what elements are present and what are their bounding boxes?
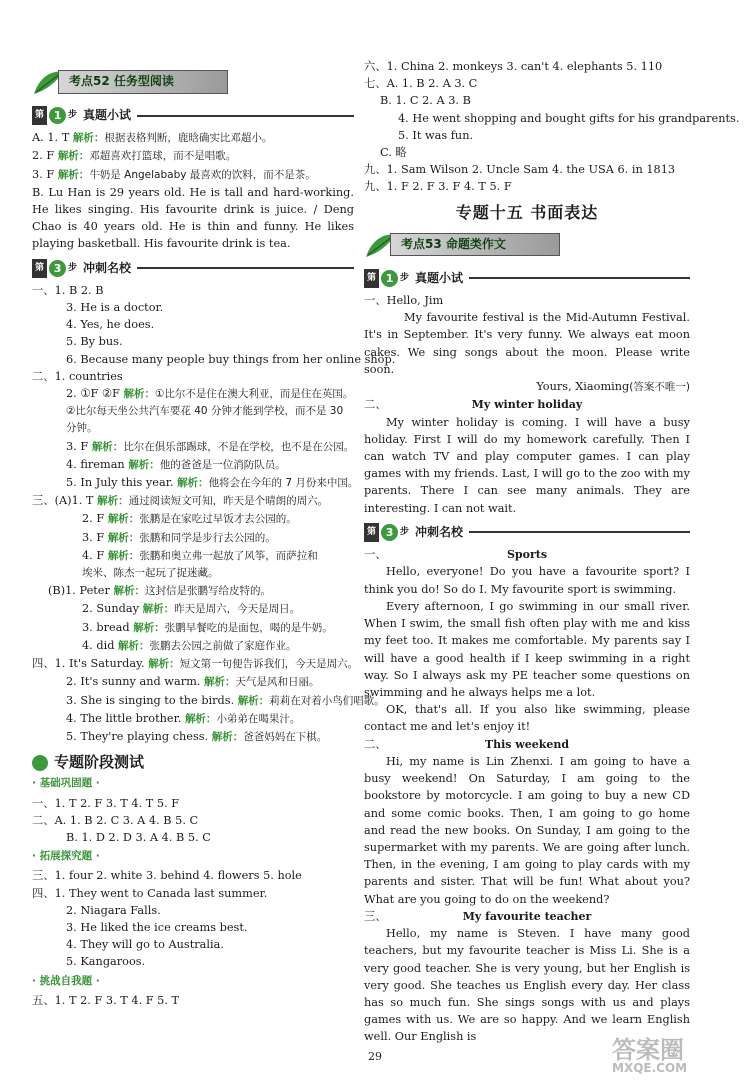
essay-body: Every afternoon, I go swimming in our small river. When I swim, the small fish often play with me and kiss my feet too. It makes me comfortable. My parents say I will have a good health if I keep swimming in a right way. So I always ask my PE teacher some questions on swimming and he always helps me a lot. <box>364 599 690 699</box>
answer-line: 4. He went shopping and bought gifts for his grandparents. <box>398 111 740 125</box>
answer-line: 二、1. countries <box>32 369 123 383</box>
essay-signature: Yours, Xiaoming(答案不唯一) <box>536 380 690 394</box>
answer-line: B. 1. C 2. A 3. B <box>380 94 471 108</box>
answer-line: 六、1. China 2. monkeys 3. can't 4. elephants 5. 110 <box>364 60 663 73</box>
answer-line: 2. It's sunny and warm. 解析：天气是风和日丽。 <box>66 675 320 689</box>
answer-line: 一、1. T 2. F 3. T 4. T 5. F <box>32 796 180 810</box>
answer-line: 2. Niagara Falls. <box>66 903 161 917</box>
subsection-label: · 拓展探究题 · <box>32 850 100 863</box>
subsection-label: · 挑战自我题 · <box>32 974 100 987</box>
step-1-header: 第 1 步 真题小试 <box>32 106 354 125</box>
essay-title: My favourite teacher <box>462 909 592 923</box>
essay-greeting: 一、Hello, Jim <box>364 294 444 308</box>
essay-number: 二、 <box>364 737 387 751</box>
answer-line: 5. Kangaroos. <box>66 955 146 969</box>
answer-line: 4. fireman 解析：他的爸爸是一位消防队员。 <box>66 457 286 471</box>
subsection-label: · 基础巩固题 · <box>32 777 100 790</box>
step-number: 1 <box>381 270 398 287</box>
essay-title: Sports <box>506 548 548 562</box>
essay-body: My favourite festival is the Mid-Autumn Festival. It's in September. It's very funny. We always eat moon cakes. We sing songs about the moon. Please write soon. <box>364 311 690 376</box>
step-title: 冲刺名校 <box>83 260 132 275</box>
phase-test-heading: 专题阶段测试 <box>32 754 354 771</box>
answer-line: 3. F 解析：牛奶是 Angelababy 最喜欢的饮料，而不是茶。 <box>32 167 316 181</box>
essay-number: 一、 <box>364 548 387 562</box>
answer-line: 6. Because many people buy things from her online shop. <box>66 352 396 366</box>
answer-line: 三、(A)1. T 解析：通过阅读短文可知，昨天是个晴朗的周六。 <box>32 494 329 508</box>
essay-title: My winter holiday <box>471 398 583 412</box>
essay-title: This weekend <box>484 737 570 751</box>
answer-line: 3. F 解析：比尔在俱乐部踢球，不是在学校，也不是在公园。 <box>66 439 355 453</box>
answer-line: 3. He is a doctor. <box>66 301 164 315</box>
topic-title: 专题十五 书面表达 <box>455 202 599 222</box>
answer-note: ②比尔每天坐公共汽车要花 40 分钟才能到学校，而不是 30 分钟。 <box>66 405 344 435</box>
answer-line: 3. He liked the ice creams best. <box>66 920 248 934</box>
right-column <box>364 58 740 1046</box>
answer-line: 四、1. It's Saturday. 解析：短文第一句便告诉我们，今天是周六。 <box>32 657 359 671</box>
answer-note: 埃米、陈杰一起玩了捉迷藏。 <box>82 567 219 580</box>
step-number: 3 <box>49 260 66 277</box>
answer-line: 5. By bus. <box>66 335 123 349</box>
section-banner-52 <box>32 64 354 100</box>
answer-line: 三、1. four 2. white 3. behind 4. flowers 5. hole <box>32 869 302 883</box>
banner-title: 考点53 命题类作文 <box>390 233 560 256</box>
answer-line: 二、A. 1. B 2. C 3. A 4. B 5. C <box>32 813 199 827</box>
answer-line: 3. She is singing to the birds. 解析：莉莉在对着小鸟们唱歌。 <box>66 693 385 707</box>
answer-line: 2. Sunday 解析：昨天是周六，今天是周日。 <box>82 602 301 616</box>
step-number: 1 <box>49 107 66 124</box>
answer-line: 五、1. T 2. F 3. T 4. F 5. T <box>32 993 180 1007</box>
answer-line: 九、1. Sam Wilson 2. Uncle Sam 4. the USA 6. in 1813 <box>364 163 676 177</box>
answer-line: 4. F 解析：张鹏和奥立弗一起放了风筝，而萨拉和 <box>82 548 318 562</box>
answer-line: 2. F 解析：邓超喜欢打篮球，而不是唱歌。 <box>32 149 237 163</box>
answer-line: 4. They will go to Australia. <box>66 938 224 952</box>
answer-line: 4. Yes, he does. <box>66 318 155 332</box>
answer-line: 四、1. They went to Canada last summer. <box>32 886 268 900</box>
answer-line: C. 略 <box>380 146 407 160</box>
section-banner-53 <box>364 227 690 263</box>
essay-body: My winter holiday is coming. I will have a busy holiday. First I will do my homework carefully. Then I can watch TV and play computer games. I can play games with my friends. Last, I will go to the zoo with my parents. There I can see many animals. They are interesting. I can not wait. <box>364 415 690 515</box>
answer-line: B. 1. D 2. D 3. A 4. B 5. C <box>66 830 211 844</box>
bullet-icon <box>32 755 48 771</box>
answer-line: 2. ①F ②F 解析：①比尔不是住在澳大利亚，而是住在英国。 <box>66 387 354 401</box>
answer-line: 七、A. 1. B 2. A 3. C <box>364 77 478 91</box>
essay-number: 二、 <box>364 398 387 412</box>
essay-body: OK, that's all. If you also like swimming, please contact me and let's enjoy it! <box>364 703 690 734</box>
step-3-header: 第 3 步 冲刺名校 <box>364 523 690 542</box>
answer-line: 一、1. B 2. B <box>32 283 104 297</box>
answer-line: 5. They're playing chess. 解析：爸爸妈妈在下棋。 <box>66 729 328 743</box>
essay-body: Hello, my name is Steven. I have many good teachers, but my favourite teacher is Miss Li. She is a very good teacher. She is very young, but her English is very good. She teaches us English every day. Her class has so much fun. She sings songs with us and plays games with us. We are so happy. And we learn English well. Our English is <box>364 927 690 1044</box>
step-title: 真题小试 <box>83 108 132 122</box>
watermark-logo: 答案圈 MXQE.COM <box>612 1036 688 1075</box>
answer-line: 4. The little brother. 解析：小弟弟在喝果汁。 <box>66 711 301 725</box>
answer-line: A. 1. T 解析：根据表格判断，鹿晗确实比邓超小。 <box>32 131 273 145</box>
essay-body: Hello, everyone! Do you have a favourite sport? I think you do! So do I. My favourite sport is swimming. <box>364 565 690 596</box>
answer-line: 4. did 解析：张鹏去公园之前做了家庭作业。 <box>82 638 297 652</box>
step-title: 冲刺名校 <box>415 524 464 539</box>
step-title: 真题小试 <box>415 270 464 285</box>
step-1-header: 第 1 步 真题小试 <box>364 269 690 288</box>
essay-number: 三、 <box>364 909 387 923</box>
answer-line: 3. F 解析：张鹏和同学是步行去公园的。 <box>82 530 276 544</box>
answer-line: 2. F 解析：张鹏是在家吃过早饭才去公园的。 <box>82 512 297 526</box>
answer-paragraph: B. Lu Han is 29 years old. He is tall and hard-working. He likes singing. His favourite drink is juice. / Deng Chao is 40 years old. He is thin and funny. He likes playing basketball. His favourite drink is tea. <box>32 185 354 251</box>
essay-body: Hi, my name is Lin Zhenxi. I am going to have a busy weekend! On Saturday, I am going to the bookstore by motorcycle. I am going to buy a new CD and some comic books. Then, I am going to go home and read the new books. On Sunday, I am going to the supermarket with my parents. We are going after lunch. Then, in the evening, I am going to play cards with my parents and sister. That will be fun! What about you? What are you going to do on the weekend? <box>364 754 690 906</box>
answer-line: 九、1. F 2. F 3. F 4. T 5. F <box>364 180 512 194</box>
step-3-header: 第 3 步 冲刺名校 <box>32 259 354 278</box>
answer-line: 5. It was fun. <box>398 128 474 142</box>
banner-title: 考点52 任务型阅读 <box>58 70 228 93</box>
answer-line: (B)1. Peter 解析：这封信是张鹏写给皮特的。 <box>48 584 271 598</box>
step-number: 3 <box>381 524 398 541</box>
page-number: 29 <box>368 1050 382 1063</box>
answer-line: 5. In July this year. 解析：他将会在今年的 7 月份来中国。 <box>66 476 359 490</box>
answer-line: 3. bread 解析：张鹏早餐吃的是面包，喝的是牛奶。 <box>82 620 333 634</box>
